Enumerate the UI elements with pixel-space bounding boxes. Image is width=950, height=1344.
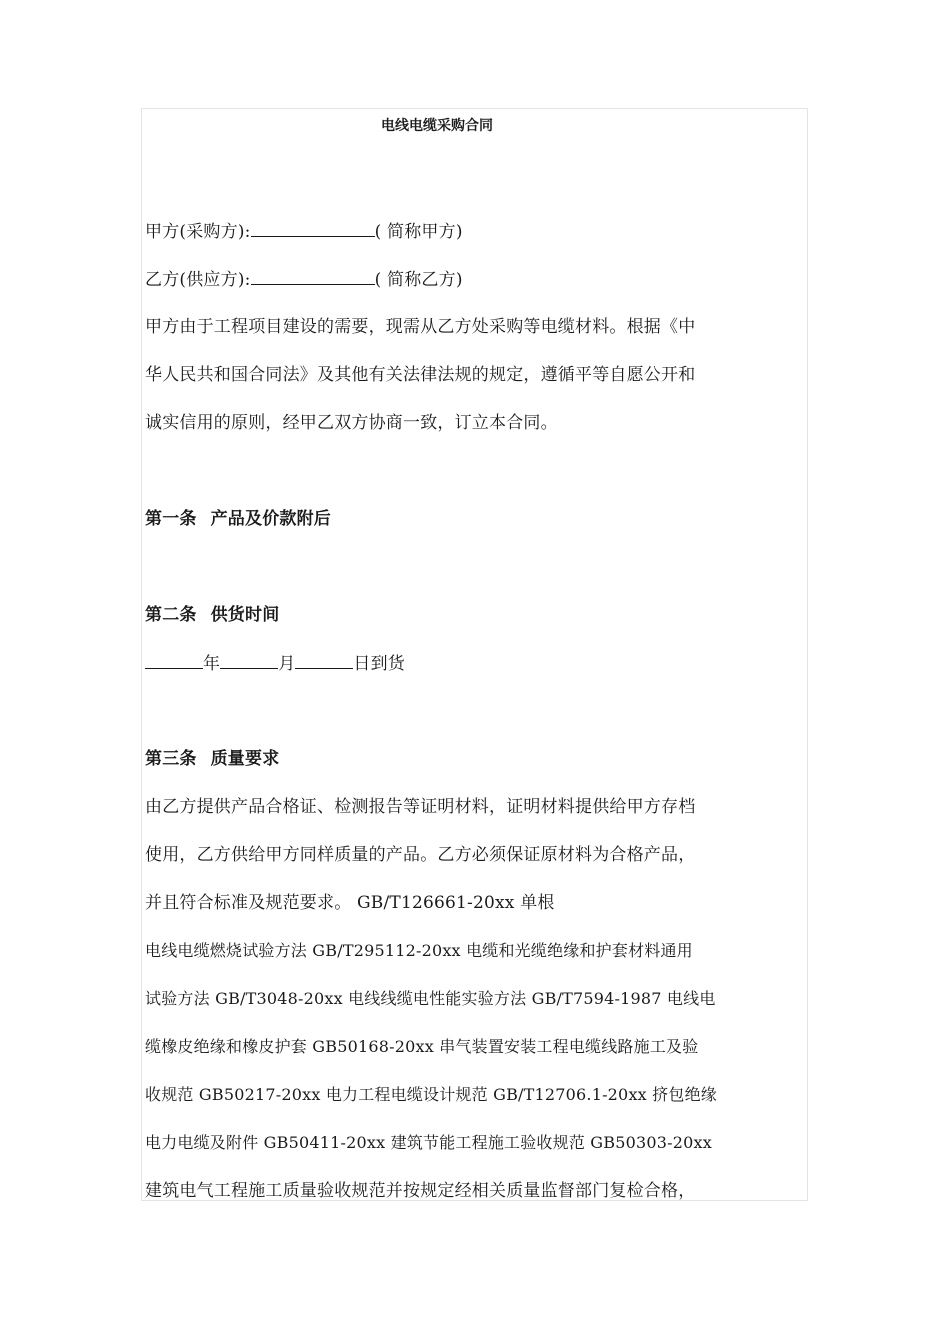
party-a-blank [251,220,375,237]
day-blank [295,652,353,669]
article-3-line: 建筑电气工程施工质量验收规范并按规定经相关质量监督部门复检合格， [145,1181,696,1201]
party-b-blank [251,268,375,285]
preamble-line: 诚实信用的原则，经甲乙双方协商一致，订立本合同。 [145,413,558,433]
article-3-line: 试验方法 GB/T3048-20xx 电线线缆电性能实验方法 GB/T7594-1987 电线电 [145,989,716,1008]
article-1-heading [145,508,331,530]
party-a-label: 甲方(采购方): [145,222,251,242]
preamble-line: 甲方由于工程项目建设的需要，现需从乙方处采购等电缆材料。根据《中 [145,317,696,337]
article-3-line: 使用，乙方供给甲方同样质量的产品。乙方必须保证原材料为合格产品， [145,845,696,865]
party-b-suffix: ( 简称乙方) [374,270,463,290]
party-a-suffix: ( 简称甲方) [374,222,463,242]
article-2-number: 第二条 [145,605,197,625]
article-3-line: 收规范 GB50217-20xx 电力工程电缆设计规范 GB/T12706.1-20xx 挤包绝缘 [145,1085,717,1104]
party-b-line [145,268,463,291]
article-3-line: 由乙方提供产品合格证、检测报告等证明材料，证明材料提供给甲方存档 [145,797,696,817]
month-label: 月 [278,654,296,674]
month-blank [220,652,278,669]
article-1-title: 产品及价款附后 [210,509,332,529]
article-1-number: 第一条 [145,509,197,529]
party-a-line [145,220,463,243]
article-3-line: 电线电缆燃烧试验方法 GB/T295112-20xx 电缆和光缆绝缘和护套材料通用 [145,941,693,960]
delivery-date-line [145,652,405,675]
article-2-heading [145,604,279,626]
year-blank [145,652,203,669]
article-3-number: 第三条 [145,749,197,769]
document-title: 电线电缆采购合同 [381,118,493,134]
day-label: 日到货 [353,654,406,674]
article-3-title: 质量要求 [210,749,280,769]
preamble-line: 华人民共和国合同法》及其他有关法律法规的规定，遵循平等自愿公开和 [145,365,696,385]
article-3-line: 并且符合标准及规范要求。 GB/T126661-20xx 单根 [145,893,555,913]
year-label: 年 [203,654,221,674]
article-3-heading [145,748,279,770]
article-3-line: 缆橡皮绝缘和橡皮护套 GB50168-20xx 串气装置安装工程电缆线路施工及验 [145,1037,699,1056]
article-3-line: 电力电缆及附件 GB50411-20xx 建筑节能工程施工验收规范 GB50303-20xx [145,1133,712,1152]
article-2-title: 供货时间 [210,605,280,625]
party-b-label: 乙方(供应方): [145,270,251,290]
